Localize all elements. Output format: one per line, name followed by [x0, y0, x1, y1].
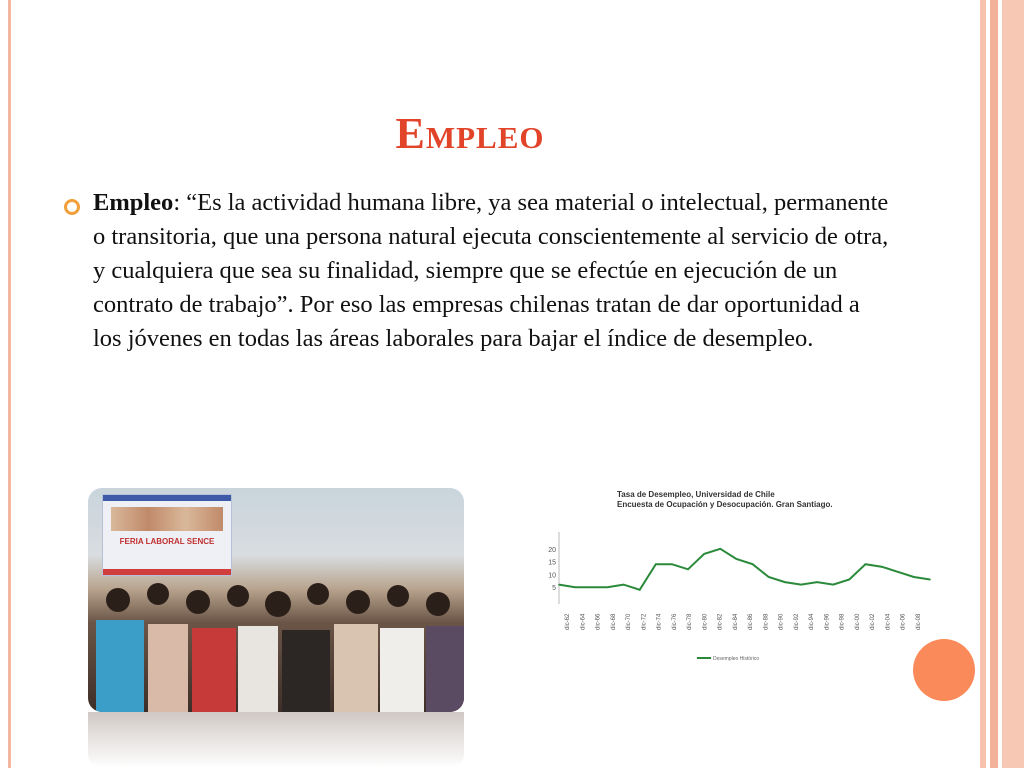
photo-reflection	[88, 712, 464, 768]
chart-point	[849, 579, 851, 581]
chart-point	[913, 576, 915, 578]
chart-point	[655, 563, 657, 565]
chart-y-tick-label: 20	[548, 546, 556, 554]
chart-point	[720, 548, 722, 550]
bullet-circle-icon	[64, 199, 80, 215]
chart-point	[736, 558, 738, 560]
chart-x-tick-label: dic-74	[656, 613, 663, 630]
chart-x-tick-label: dic-08	[916, 613, 922, 630]
chart-x-tick-label: dic-06	[900, 613, 907, 630]
chart-x-tick-label: dic-88	[763, 613, 770, 630]
chart-y-tick-label: 5	[552, 585, 556, 593]
chart-x-tick-label: dic-98	[839, 613, 846, 630]
chart-point	[607, 586, 609, 588]
photo-banner	[102, 494, 232, 576]
chart-x-tick-label: dic-84	[732, 613, 739, 630]
chart-x-tick-label: dic-82	[717, 613, 724, 630]
chart-x-tick-label: dic-68	[610, 613, 617, 630]
chart-point	[671, 563, 673, 565]
chart-canvas	[545, 488, 935, 668]
chart-y-tick-label: 15	[548, 559, 556, 567]
chart-x-tick-label: dic-00	[854, 613, 861, 630]
chart-x-tick-label: dic-80	[702, 613, 709, 630]
chart-point	[897, 571, 899, 573]
chart-x-tick-label: dic-04	[885, 613, 892, 630]
chart-x-tick-label: dic-92	[793, 613, 800, 630]
chart-point	[768, 576, 770, 578]
chart-point	[929, 579, 931, 581]
chart-point	[639, 589, 641, 591]
chart-point	[687, 568, 689, 570]
crowd-photo	[88, 488, 464, 712]
chart-point	[816, 581, 818, 583]
chart-point	[558, 584, 560, 586]
chart-point	[574, 586, 576, 588]
decorative-circle	[913, 639, 975, 701]
chart-x-tick-label: dic-72	[641, 613, 648, 630]
bullet-paragraph	[93, 186, 893, 356]
chart-point	[752, 563, 754, 565]
chart-x-tick-label: dic-66	[595, 613, 602, 630]
chart-x-tick-label: dic-94	[809, 613, 816, 630]
chart-point	[800, 584, 802, 586]
chart-x-tick-label: dic-02	[870, 613, 877, 630]
chart-x-tick-label: dic-70	[626, 613, 633, 630]
slide-title: Empleo	[395, 109, 545, 158]
bullet-term: Empleo	[93, 189, 174, 216]
chart-point	[784, 581, 786, 583]
bullet-definition: : “Es la actividad humana libre, ya sea material o intelectual, permanente o transitoria, que una persona natural ejecuta conscientemente al servicio de otra, y cualquiera que sea su finalidad, siempre que se efectúe en ejecución de un contrato de trabajo”. Por eso las empresas chilenas tratan de dar oportunidad a los jóvenes en todas las áreas laborales para bajar el índice de desempleo.	[93, 189, 889, 352]
chart-series-line	[559, 549, 930, 590]
chart-title: Tasa de Desempleo, Universidad de Chile	[617, 490, 775, 499]
chart-x-tick-label: dic-76	[671, 613, 678, 630]
chart-point	[590, 586, 592, 588]
chart-point	[881, 566, 883, 568]
chart-legend-label: Desempleo Histórico	[713, 656, 760, 662]
chart-point	[832, 584, 834, 586]
chart-point	[703, 553, 705, 555]
chart-x-tick-label: dic-78	[687, 613, 694, 630]
chart-y-tick-label: 10	[548, 572, 556, 580]
unemployment-chart	[545, 488, 935, 668]
chart-subtitle: Encuesta de Ocupación y Desocupación. Gran Santiago.	[617, 500, 833, 509]
photo-banner-text: FERIA LABORAL SENCE	[119, 537, 215, 546]
chart-x-tick-label: dic-62	[565, 613, 571, 630]
chart-x-tick-label: dic-86	[748, 613, 755, 630]
chart-x-tick-label: dic-64	[580, 613, 587, 630]
chart-point	[865, 563, 867, 565]
crowd-figures	[88, 580, 464, 712]
right-frame-stripes	[976, 0, 1024, 768]
chart-x-tick-label: dic-90	[778, 613, 785, 630]
chart-point	[623, 584, 625, 586]
chart-x-tick-label: dic-96	[824, 613, 831, 630]
